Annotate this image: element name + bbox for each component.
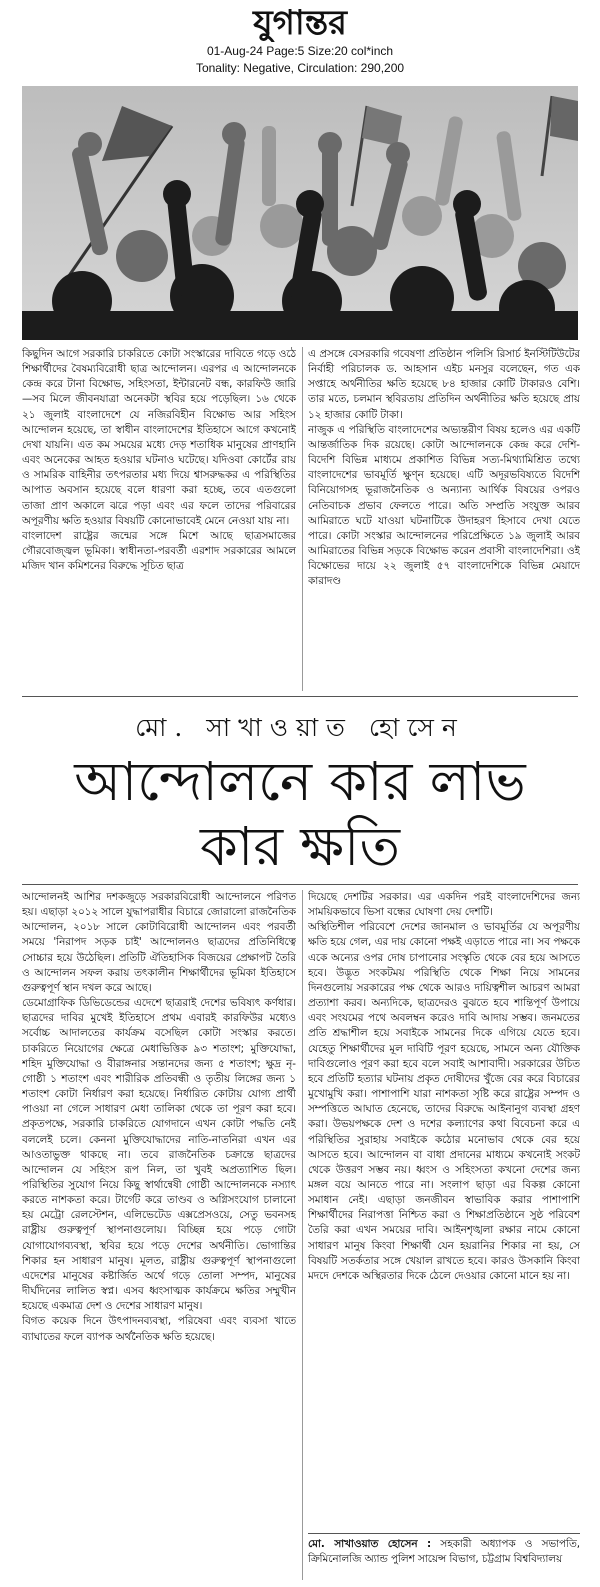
newspaper-logo [200,2,400,42]
protest-photo [22,86,578,340]
author-divider [308,1533,580,1534]
masthead [0,0,600,80]
author-bio: সহকারী অধ্যাপক ও সভাপতি, ক্রিমিনোলজি অ্যান্ড পুলিশ সায়েন্স বিভাগ, চট্টগ্রাম বিশ্ববিদ্যালয় [308,1538,580,1565]
protest-silhouette-illustration [22,86,578,340]
headline-line-2: কার ক্ষতি [199,815,401,878]
author-name: মো. সাখাওয়াত হোসেন : [308,1538,432,1550]
paragraph: অস্থিতিশীল পরিবেশে দেশের জানমাল ও ভাবমূর্তির যে অপূরণীয় ক্ষতি হয়ে গেল, এর দায় কোনো পক্ষই এড়াতে পারে না। সব পক্ষকে একে অন্যের ওপর দোষ চাপানোর সংস্কৃতি থেকে বের হয়ে আসতে হবে। উদ্ভূত সংকটময় পরিস্থিতি থেকে শিক্ষা নিয়ে সামনের দিনগুলোয় সরকারের পক্ষ থেকে আরও দায়িত্বশীল আচরণ আমরা প্রত্যাশা করব। অন্যদিকে, ছাত্রদেরও বুঝতে হবে শান্তিপূর্ণ উপায়ে এবং সংযমের পথে অবলম্বন করেও দাবি আদায় সম্ভব। জনমতের প্রতি শ্রদ্ধাশীল হয়ে সবাইকে সামনের দিকে এগিয়ে যেতে হবে। যেহেতু শিক্ষার্থীদের মূল দাবিটি পূরণ হয়েছে, সামনে অন্য যৌক্তিক দাবিগুলোও পূরণ করা হবে বলে সবাই আশাবাদী। সরকারের উচিত হবে প্রতিটি হত্যার ঘটনায় প্রকৃত দোষীদের খুঁজে বের করে বিচারের মুখোমুখি করা। পাশাপাশি যারা নাশকতা সৃষ্টি করে রাষ্ট্রের সম্পদ ও সম্পত্তিতে আঘাত হেনেছে, তাদের বিরুদ্ধে আইনানুগ ব্যবস্থা গ্রহণ করা। উভয়পক্ষকে দেশ ও দশের কল্যাণের কথা বিবেচনা করে এ পরিস্থিতির সুরাহায় সবাইকে কঠোর মনোভাব থেকে বের হয়ে আসতে হবে। আন্দোলন বা বাধা প্রদানের মাধ্যমে কখনোই সংকট থেকে উত্তরণ সম্ভব নয়। ধ্বংস ও সহিংসতা কখনো দেশের জন্য মঙ্গল বয়ে আনতে পারে না। সংলাপ ছাড়া এর বিকল্প কোনো সমাধান নেই। এছাড়া জনজীবন স্বাভাবিক করার পাশাপাশি শিক্ষার্থীদের নিরাপত্তা নিশ্চিত করা ও শিক্ষাপ্রতিষ্ঠানে সুষ্ঠ পরিবেশ তৈরি করা এখন সময়ের দাবি। আইনশৃঙ্খলা রক্ষার নামে কোনো সাধারণ মানুষ কিংবা শিক্ষার্থী যেন হয়রানির শিকার না হয়, সে বিষয়টি সতর্কতার সঙ্গে খেয়াল রাখতে হবে। কারও উসকানি কিংবা মদদে দেশকে অস্থিরতার দিকে ঠেলে দেওয়ার কোনো মানে হয় না। [308,921,580,1282]
article-column-top-right [308,347,580,691]
paragraph: বিগত কয়েক দিনে উৎপাদনব্যবস্থা, পরিষেবা এবং ব্যবসা খাতে ব্যাঘাতের ফলে ব্যাপক অর্থনৈতিক ক্ষতি হয়েছে। [22,1315,296,1343]
clipping-meta-line2: Tonality: Negative, Circulation: 290,200 [195,61,405,75]
divider-rule [22,696,578,697]
author-note [308,1537,580,1567]
article-column-bottom-left [22,890,296,1580]
column-divider [302,347,303,691]
svg-text:যুগান্তর: যুগান্তর [253,3,347,42]
paragraph: বাংলাদেশ রাষ্ট্রের জন্মের সঙ্গে মিশে আছে ছাত্রসমাজের গৌরবোজ্জ্বল ভূমিকা। স্বাধীনতা-পরবর্তী এরশাদ সরকারের আমলে মজিদ খান কমিশনের বিরুদ্ধে সূচিত ছাত্র [22,529,296,573]
divider-rule [22,884,578,885]
clipping-meta-line1: 01-Aug-24 Page:5 Size:20 col*inch [206,44,394,58]
column-divider [302,890,303,1580]
article-column-top-left [22,347,296,691]
paragraph: কিছুদিন আগে সরকারি চাকরিতে কোটা সংস্কারের দাবিতে গড়ে ওঠে শিক্ষার্থীদের বৈষম্যবিরোধী ছাত্র আন্দোলন। এরপর এ আন্দোলনকে কেন্দ্র করে টানা বিক্ষোভ, সহিংসতা, ইন্টারনেট বন্ধ, কারফিউ জারি—সব মিলে জীবনযাত্রা অনেকটা স্থবির হয়ে পড়েছিল। ১৬ থেকে ২১ জুলাই বাংলাদেশে যে নজিরবিহীন বিক্ষোভ আর সহিংস আন্দোলন হয়েছে, তা স্বাধীন বাংলাদেশের ইতিহাসে আগে কখনোই দেখা যায়নি। এত কম সময়ের মধ্যে দেড় শতাধিক মানুষের প্রাণহানি এবং অনেকের আহত হওয়ার ঘটনাও ঘটেছে। যদিওবা কোর্টের রায় ও সামরিক বাহিনীর তৎপরতার মধ্য দিয়ে শ্বাসরুদ্ধকর এ পরিস্থিতির আপাত অবসান হয়েছে বলে ধারণা করা হচ্ছে, তবে এতগুলো তাজা প্রাণ অকালে ঝরে পড়া এবং এর ফলে তাদের পরিবারের অপূরণীয় ক্ষতি হওয়ার বিষয়টি কোনোভাবেই মেনে নেওয়া যায় না। [22,348,296,527]
article-column-bottom-right [308,890,580,1530]
paragraph: ডেমোগ্রাফিক ডিভিডেন্ডের এদেশে ছাত্ররাই দেশের ভবিষ্যৎ কর্ণধার। ছাত্রদের দাবির মুখেই ইতিহাসে প্রথম এবারই কারফিউর মধ্যেও সর্বোচ্চ আদালতের কার্যক্রম বসেছিল কোটা সংস্কার করতে। চাকরিতে নিয়োগের ক্ষেত্রে মেধাভিত্তিক ৯৩ শতাংশ; মুক্তিযোদ্ধা, শহিদ মুক্তিযোদ্ধা ও বীরাঙ্গনার সন্তানদের জন্য ৫ শতাংশ; ক্ষুদ্র নৃ-গোষ্ঠী ১ শতাংশ এবং শারীরিক প্রতিবন্ধী ও তৃতীয় লিঙ্গের জন্য ১ শতাংশ কোটা নির্ধারণ করা হয়েছে। নির্ধারিত কোটায় যোগ্য প্রার্থী পাওয়া না গেলে সাধারণ মেধা তালিকা থেকে তা পূরণ করা হবে। প্রকৃতপক্ষে, সরকারি চাকরিতে যোগদানে এখন কোটা পদ্ধতি নেই বললেই চলে। কেননা মুক্তিযোদ্ধাদের নাতি-নাতনিরা এখন এর আওতাভুক্ত থাকছে না। তবে রাজনৈতিক চক্রান্তে ছাত্রদের আন্দোলন যে সহিংস রূপ নিল, তা খুবই অপ্রত্যাশিত ছিল। পরিস্থিতির সুযোগ নিয়ে কিছু স্বার্থান্বেষী গোষ্ঠী আন্দোলনকে নস্যাৎ করতে নাশকতা করে। টার্গেট করে তাণ্ডব ও অগ্নিসংযোগ চালানো হয় মেট্রো রেলস্টেশন, এলিভেটেড এক্সপ্রেসওয়ে, সেতু ভবনসহ রাষ্ট্রীয় গুরুত্বপূর্ণ স্থাপনাগুলোয়। বিচ্ছিন্ন হয়ে পড়ে গোটা যোগাযোগব্যবস্থা, স্থবির হয়ে পড়ে দেশের অর্থনীতি। ভোগান্তির শিকার হন সাধারণ মানুষ। মূলত, রাষ্ট্রীয় গুরুত্বপূর্ণ স্থাপনাগুলো এদেশের মানুষের কষ্টার্জিত অর্থে গড়ে তোলা সম্পদ, মানুষের দীর্ঘদিনের লালিত স্বপ্ন। এসব ধ্বংসাত্মক কার্যক্রমে ক্ষতির সম্মুখীন হয়েছে একমাত্র দেশ ও দেশের সাধারণ মানুষ। [22,997,296,1313]
headline-line-1: আন্দোলনে কার লাভ [74,750,526,813]
paragraph: নাজুক এ পরিস্থিতি বাংলাদেশের অভ্যন্তরীণ বিষয় হলেও এর একটি আন্তর্জাতিক দিক রয়েছে। কোটা আন্দোলনকে কেন্দ্র করে দেশি-বিদেশি বিভিন্ন মাধ্যমে প্রকাশিত বিভিন্ন সত্য-মিথ্যামিশ্রিত তথ্যে বাংলাদেশের ভাবমূর্তি ক্ষুণ্ন হয়েছে। এটি অদূরভবিষ্যতে বিদেশি বিনিয়োগসহ ভূরাজনৈতিক ও অন্যান্য আর্থিক বিষয়ের ওপরও নেতিবাচক প্রভাব ফেলতে পারে। অতি সম্প্রতি সংযুক্ত আরব আমিরাতে ঘটে যাওয়া ঘটনাটিকে উদাহরণ হিসাবে দেখা যেতে পারে। কোটা সংস্কার আন্দোলনের পরিপ্রেক্ষিতে ১৯ জুলাই আরব আমিরাতের বিভিন্ন সড়কে বিক্ষোভ করেন প্রবাসী বাংলাদেশিরা। ওই বিক্ষোভের দায়ে ২২ জুলাই ৫৭ বাংলাদেশিকে বিভিন্ন মেয়াদে কারাদণ্ড [308,423,580,588]
byline: মো. সাখাওয়াত হোসেন [135,713,465,742]
paragraph: দিয়েছে দেশটির সরকার। এর একদিন পরই বাংলাদেশিদের জন্য সাময়িকভাবে ভিসা বন্ধের ঘোষণা দেয় দেশটি। [308,891,580,919]
paragraph: আন্দোলনই আশির দশকজুড়ে সরকারবিরোধী আন্দোলনে পরিণত হয়। এছাড়া ২০১২ সালে যুদ্ধাপরাধীর বিচারে জোরালো রাজনৈতিক আন্দোলন, ২০১৮ সালে কোটাবিরোধী আন্দোলন এবং পরবর্তী সময়ে 'নিরাপদ সড়ক চাই' আন্দোলনও ছাত্রদের প্রতিনিধিত্বে সোচ্চার হয়ে উঠেছিল। প্রতিটি ঐতিহাসিক বিজয়ের প্রেক্ষাপট তৈরি ও আন্দোলন সফল করায় তৎকালীন শিক্ষার্থীদের ভূমিকা ইতিহাসে গুরুত্বপূর্ণ স্থান দখল করে আছে। [22,891,296,994]
paragraph: এ প্রসঙ্গে বেসরকারি গবেষণা প্রতিষ্ঠান পলিসি রিসার্চ ইনস্টিটিউটের নির্বাহী পরিচালক ড. আহসান এইচ মনসুর বলেছেন, গত এক সপ্তাহে অর্থনীতির ক্ষতি হয়েছে ৮৪ হাজার কোটি টাকারও বেশি। তার মতে, চলমান স্থবিরতায় প্রতিদিন অর্থনীতির ক্ষতি হয়েছে প্রায় ১২ হাজার কোটি টাকা। [308,348,580,421]
